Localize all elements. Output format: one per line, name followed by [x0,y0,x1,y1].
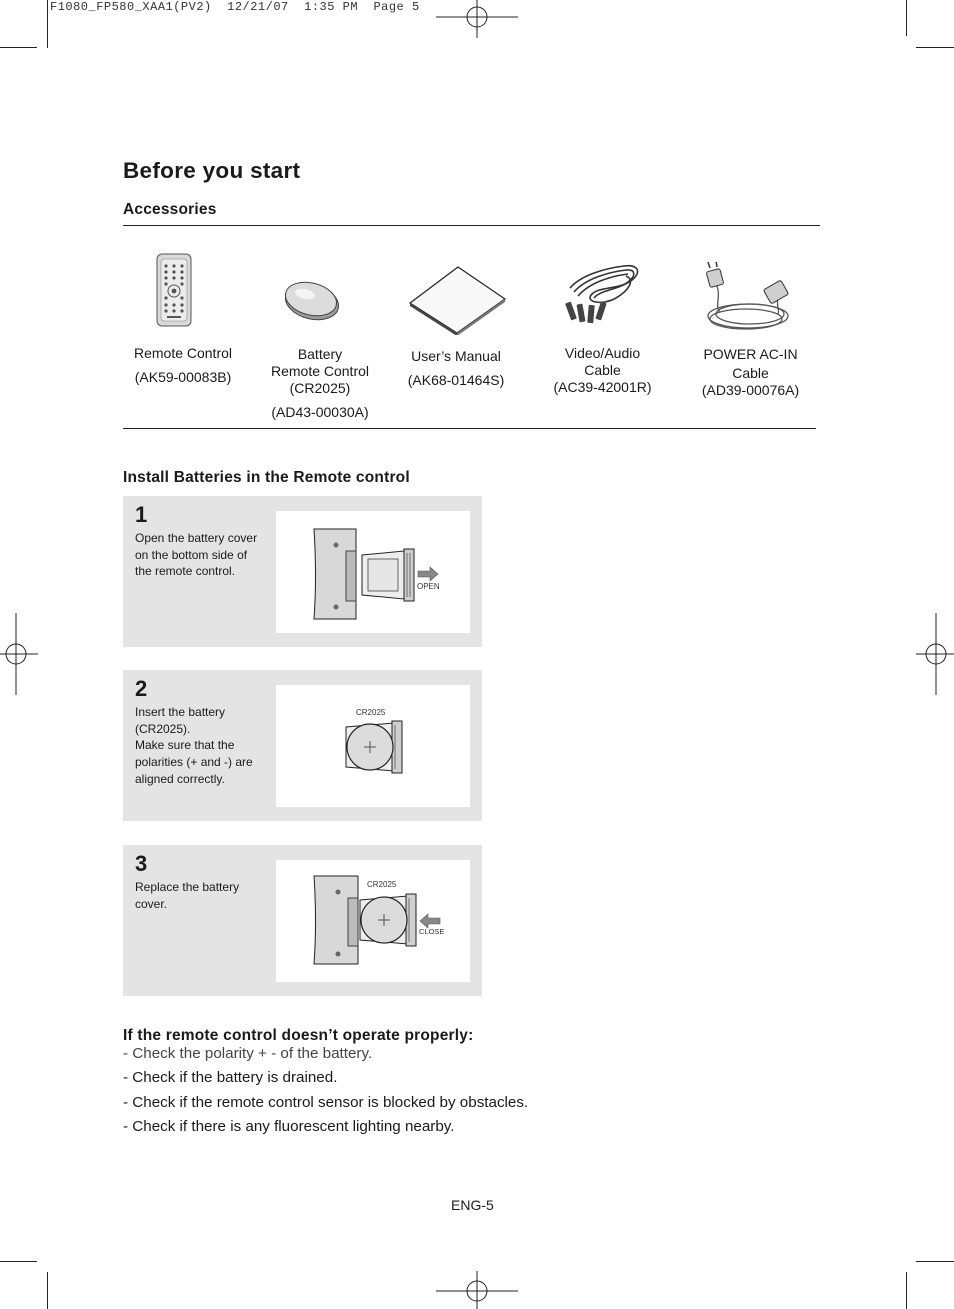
check-item: - Check if the battery is drained. [123,1069,338,1086]
close-label: CLOSE [419,927,445,936]
step-text-line: Insert the battery (CR2025). [135,705,226,736]
accessory-battery [260,346,380,421]
step-2-illustration [276,685,470,807]
accessory-name: POWER AC-IN [703,346,798,362]
step-number: 3 [135,851,148,876]
page-title: Before you start [123,158,301,183]
manual-icon [408,265,508,335]
accessory-code: (AK68-01464S) [407,372,505,388]
open-cover-icon [276,511,470,633]
install-heading: Install Batteries in the Remote control [123,469,410,486]
accessories-heading: Accessories [123,201,217,218]
step-3-panel [123,845,482,996]
step-number: 1 [135,502,148,527]
troubleshoot-heading: If the remote control doesn’t operate properly: [123,1027,474,1044]
accessory-name: (CR2025) [289,380,351,396]
step-text-line: Make sure that the polarities (+ and -) are aligned correctly. [135,738,253,786]
step-text [135,704,263,788]
accessory-av-cable [540,345,665,396]
step-number: 2 [135,676,148,701]
battery-type-label: CR2025 [367,880,397,889]
step-text: Open the battery cover on the bottom side of the remote control. [135,531,258,579]
accessories-bottom-rule [123,428,816,429]
check-item: - Check the polarity + - of the battery. [123,1045,373,1062]
remote-control-icon [155,253,193,327]
registration-mark-bottom [436,1271,518,1309]
accessory-code: (AD43-00030A) [271,404,369,420]
accessory-name: Video/Audio [564,345,641,361]
av-cable-icon [562,258,644,328]
accessory-power-cable [688,346,813,399]
registration-mark-right [916,613,954,695]
insert-battery-icon [276,685,470,807]
page-number: ENG-5 [451,1197,494,1213]
registration-mark-top [436,0,518,38]
printer-slug: F1080_FP580_XAA1(PV2) 12/21/07 1:35 PM Page 5 [50,0,420,14]
power-cable-icon [702,262,796,334]
close-cover-icon [276,860,470,982]
check-item: - Check if the remote control sensor is blocked by obstacles. [123,1094,529,1111]
step-text: Replace the battery cover. [135,880,240,911]
registration-mark-left [0,613,38,695]
accessory-manual [396,348,516,389]
accessory-name: Battery [297,346,343,362]
accessory-code: (AD39-00076A) [701,382,800,398]
check-item: - Check if there is any fluorescent lighting nearby. [123,1118,455,1135]
accessory-name: Cable [584,362,621,378]
step-2-panel [123,670,482,821]
accessories-top-rule [123,225,820,226]
step-1-panel [123,496,482,647]
accessory-name: Remote Control [133,345,233,361]
open-label: OPEN [417,582,440,591]
step-1-illustration [276,511,470,633]
accessory-name: Cable [732,365,769,381]
accessory-code: (AC39-42001R) [553,379,652,395]
step-3-illustration [276,860,470,982]
battery-icon [283,278,341,322]
battery-type-label: CR2025 [356,708,386,717]
accessory-name: Remote Control [270,363,370,379]
accessory-remote-control [123,345,243,386]
accessory-name: User’s Manual [411,348,501,364]
accessory-code: (AK59-00083B) [134,369,232,385]
